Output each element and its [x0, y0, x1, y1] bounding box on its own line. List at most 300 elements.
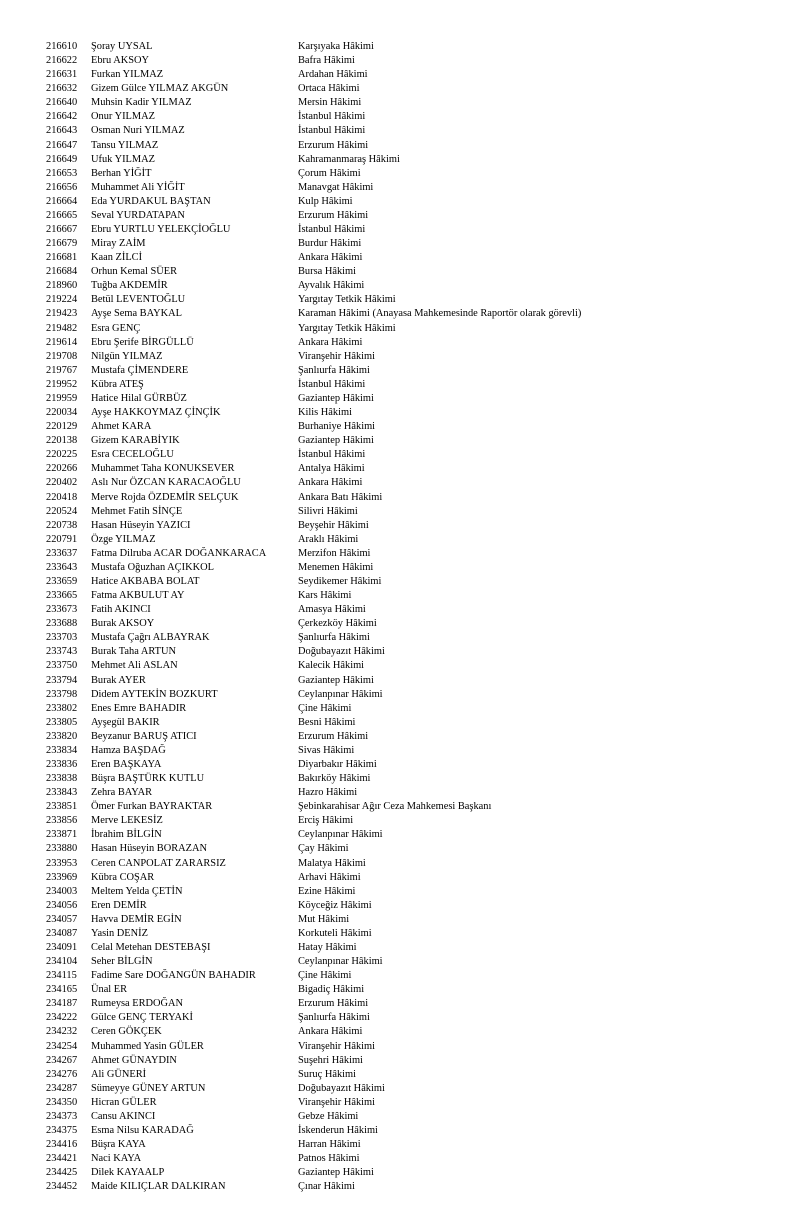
- list-row: [0, 1040, 798, 1054]
- person-name: Hasan Hüseyin BORAZAN: [91, 843, 208, 855]
- person-name: Özge YILMAZ: [91, 533, 156, 545]
- sicil-number: 216656: [46, 181, 78, 193]
- list-row: [0, 68, 798, 82]
- person-name: Hasan Hüseyin YAZICI: [91, 519, 191, 531]
- person-name: Ceren CANPOLAT ZARARSIZ: [91, 857, 226, 869]
- assigned-post: Hatay Hâkimi: [298, 942, 357, 953]
- person-name: Kübra COŞAR: [91, 871, 155, 883]
- list-row: [0, 983, 798, 997]
- person-name: Mustafa Oğuzhan AÇIKKOL: [91, 561, 214, 573]
- assigned-post: Erciş Hâkimi: [298, 815, 354, 827]
- sicil-number: 220524: [46, 505, 78, 517]
- list-row: [0, 828, 798, 842]
- list-row: [0, 561, 798, 575]
- list-row: [0, 181, 798, 195]
- sicil-number: 233851: [46, 801, 78, 813]
- list-row: [0, 1138, 798, 1152]
- assigned-post: Ezine Hâkimi: [298, 885, 356, 897]
- person-name: Kübra ATEŞ: [91, 378, 144, 390]
- assigned-post: Çine Hâkimi: [298, 702, 352, 714]
- list-row: [0, 1068, 798, 1082]
- person-name: Fatih AKINCI: [91, 604, 151, 616]
- assigned-post: Çay Hâkimi: [298, 843, 349, 855]
- list-row: [0, 885, 798, 899]
- list-row: [0, 167, 798, 181]
- sicil-number: 219767: [46, 364, 78, 376]
- sicil-number: 233834: [46, 744, 78, 756]
- person-name: Mustafa ÇİMENDERE: [91, 364, 189, 376]
- person-name: Hatice AKBABA BOLAT: [91, 575, 200, 587]
- list-row: [0, 293, 798, 307]
- person-name: Ufuk YILMAZ: [91, 153, 155, 165]
- assigned-post: Gaziantep Hâkimi: [298, 674, 374, 686]
- sicil-number: 234165: [46, 984, 78, 996]
- assigned-post: Suşehri Hâkimi: [298, 1054, 363, 1066]
- list-row: [0, 941, 798, 955]
- list-row: [0, 1166, 798, 1180]
- sicil-number: 233802: [46, 702, 78, 714]
- list-row: [0, 842, 798, 856]
- sicil-number: 220129: [46, 421, 78, 433]
- assigned-post: İstanbul Hâkimi: [298, 111, 366, 123]
- person-name: Naci KAYA: [91, 1153, 142, 1165]
- sicil-number: 219614: [46, 336, 78, 348]
- assigned-post: Ayvalık Hâkimi: [298, 280, 365, 292]
- sicil-number: 233673: [46, 604, 78, 616]
- sicil-number: 216643: [46, 125, 78, 137]
- list-row: [0, 54, 798, 68]
- person-name: Berhan YİĞİT: [91, 167, 152, 179]
- person-name: Burak Taha ARTUN: [91, 646, 177, 658]
- person-name: Tuğba AKDEMİR: [91, 280, 168, 292]
- assigned-post: Yargıtay Tetkik Hâkimi: [298, 322, 396, 334]
- list-row: [0, 223, 798, 237]
- list-row: [0, 364, 798, 378]
- list-row: [0, 1082, 798, 1096]
- sicil-number: 220034: [46, 407, 78, 419]
- sicil-number: 219708: [46, 350, 78, 362]
- assigned-post: Harran Hâkimi: [298, 1139, 361, 1151]
- assigned-post: İstanbul Hâkimi: [298, 224, 366, 236]
- assigned-post: Ceylanpınar Hâkimi: [298, 688, 383, 700]
- person-name: Gizem Gülce YILMAZ AKGÜN: [91, 83, 229, 95]
- list-row: [0, 547, 798, 561]
- sicil-number: 234057: [46, 913, 78, 925]
- list-row: [0, 519, 798, 533]
- person-name: Mehmet Fatih SİNÇE: [91, 505, 183, 517]
- list-row: [0, 1110, 798, 1124]
- list-row: [0, 110, 798, 124]
- sicil-number: 234425: [46, 1167, 78, 1179]
- list-row: [0, 814, 798, 828]
- person-name: Şoray UYSAL: [91, 41, 153, 52]
- assigned-post: Ceylanpınar Hâkimi: [298, 956, 383, 968]
- list-row: [0, 1025, 798, 1039]
- list-row: [0, 448, 798, 462]
- sicil-number: 216622: [46, 55, 78, 67]
- list-row: [0, 772, 798, 786]
- person-name: Ahmet KARA: [91, 421, 152, 433]
- person-name: Ayşe HAKKOYMAZ ÇİNÇİK: [91, 407, 221, 419]
- person-name: Ali GÜNERİ: [91, 1068, 147, 1080]
- assigned-post: Besni Hâkimi: [298, 716, 356, 728]
- person-name: Hatice Hilal GÜRBÜZ: [91, 392, 187, 404]
- assigned-post: Arhavi Hâkimi: [298, 871, 361, 883]
- sicil-number: 220225: [46, 449, 78, 461]
- assigned-post: Gaziantep Hâkimi: [298, 435, 374, 447]
- person-name: Gizem KARABİYIK: [91, 435, 180, 447]
- list-row: [0, 265, 798, 279]
- sicil-number: 233659: [46, 575, 78, 587]
- person-name: Eda YURDAKUL BAŞTAN: [91, 195, 211, 207]
- person-name: Ebru Şerife BİRGÜLLÜ: [91, 336, 194, 348]
- assigned-post: Hazro Hâkimi: [298, 787, 358, 799]
- person-name: Didem AYTEKİN BOZKURT: [91, 688, 218, 700]
- list-row: [0, 40, 798, 54]
- sicil-number: 233665: [46, 590, 78, 602]
- sicil-number: 219959: [46, 392, 78, 404]
- assigned-post: Araklı Hâkimi: [298, 533, 359, 545]
- sicil-number: 234416: [46, 1139, 78, 1151]
- assigned-post: Korkuteli Hâkimi: [298, 927, 372, 939]
- person-name: Nilgün YILMAZ: [91, 350, 163, 362]
- person-name: Havva DEMİR EGİN: [91, 913, 182, 925]
- list-row: [0, 744, 798, 758]
- list-row: [0, 139, 798, 153]
- person-name: Ebru AKSOY: [91, 55, 150, 67]
- appointment-list: [0, 40, 798, 1194]
- assigned-post: Amasya Hâkimi: [298, 604, 366, 616]
- list-row: [0, 82, 798, 96]
- assigned-post: Kulp Hâkimi: [298, 195, 353, 207]
- sicil-number: 216631: [46, 69, 78, 81]
- list-row: [0, 462, 798, 476]
- person-name: Ebru YURTLU YELEKÇİOĞLU: [91, 224, 231, 236]
- list-row: [0, 378, 798, 392]
- sicil-number: 216679: [46, 238, 78, 250]
- person-name: Cansu AKINCI: [91, 1110, 156, 1122]
- person-name: Esra CECELOĞLU: [91, 449, 174, 461]
- assigned-post: Beyşehir Hâkimi: [298, 519, 369, 531]
- assigned-post: Bigadiç Hâkimi: [298, 984, 365, 996]
- list-row: [0, 96, 798, 110]
- list-row: [0, 800, 798, 814]
- sicil-number: 234104: [46, 956, 78, 968]
- list-row: [0, 322, 798, 336]
- list-row: [0, 716, 798, 730]
- person-name: Miray ZAİM: [91, 238, 146, 250]
- sicil-number: 220138: [46, 435, 78, 447]
- person-name: Aslı Nur ÖZCAN KARACAOĞLU: [91, 477, 241, 489]
- sicil-number: 234375: [46, 1125, 78, 1137]
- sicil-number: 216664: [46, 195, 78, 207]
- assigned-post: Seydikemer Hâkimi: [298, 575, 382, 587]
- list-row: [0, 730, 798, 744]
- sicil-number: 216665: [46, 209, 78, 221]
- list-row: [0, 392, 798, 406]
- list-row: [0, 251, 798, 265]
- assigned-post: Ankara Batı Hâkimi: [298, 491, 383, 503]
- list-row: [0, 505, 798, 519]
- sicil-number: 234232: [46, 1026, 78, 1038]
- sicil-number: 233838: [46, 773, 78, 785]
- sicil-number: 219952: [46, 378, 78, 390]
- person-name: Furkan YILMAZ: [91, 69, 164, 81]
- person-name: Orhun Kemal SÜER: [91, 266, 178, 278]
- list-row: [0, 645, 798, 659]
- list-row: [0, 631, 798, 645]
- person-name: Eren BAŞKAYA: [91, 758, 162, 770]
- sicil-number: 220738: [46, 519, 78, 531]
- sicil-number: 233794: [46, 674, 78, 686]
- person-name: Büşra KAYA: [91, 1139, 146, 1151]
- sicil-number: 233856: [46, 815, 78, 827]
- sicil-number: 219423: [46, 308, 78, 320]
- list-row: [0, 420, 798, 434]
- person-name: Merve Rojda ÖZDEMİR SELÇUK: [91, 491, 239, 503]
- assigned-post: Çerkezköy Hâkimi: [298, 618, 377, 630]
- list-row: [0, 1054, 798, 1068]
- sicil-number: 233820: [46, 730, 78, 742]
- sicil-number: 233871: [46, 829, 78, 841]
- assigned-post: Kilis Hâkimi: [298, 407, 352, 419]
- person-name: Rumeysa ERDOĞAN: [91, 998, 184, 1010]
- sicil-number: 233843: [46, 787, 78, 799]
- assigned-post: Merzifon Hâkimi: [298, 547, 371, 559]
- assigned-post: Ankara Hâkimi: [298, 477, 363, 489]
- sicil-number: 233798: [46, 688, 78, 700]
- person-name: Yasin DENİZ: [91, 927, 148, 939]
- list-row: [0, 1152, 798, 1166]
- list-row: [0, 237, 798, 251]
- assigned-post: Çorum Hâkimi: [298, 167, 361, 179]
- sicil-number: 234276: [46, 1068, 78, 1080]
- list-row: [0, 786, 798, 800]
- person-name: Seher BİLGİN: [91, 956, 153, 968]
- assigned-post: Viranşehir Hâkimi: [298, 1040, 375, 1052]
- assigned-post: Ceylanpınar Hâkimi: [298, 829, 383, 841]
- person-name: Burak AKSOY: [91, 618, 155, 630]
- assigned-post: Erzurum Hâkimi: [298, 730, 369, 742]
- sicil-number: 234350: [46, 1096, 78, 1108]
- list-row: [0, 997, 798, 1011]
- person-name: İbrahim BİLGİN: [91, 829, 162, 841]
- sicil-number: 234222: [46, 1012, 78, 1024]
- list-row: [0, 603, 798, 617]
- sicil-number: 233743: [46, 646, 78, 658]
- sicil-number: 216642: [46, 111, 78, 123]
- sicil-number: 234056: [46, 899, 78, 911]
- assigned-post: Erzurum Hâkimi: [298, 139, 369, 151]
- assigned-post: Suruç Hâkimi: [298, 1068, 357, 1080]
- list-row: [0, 688, 798, 702]
- assigned-post: Bursa Hâkimi: [298, 266, 357, 278]
- person-name: Ayşegül BAKIR: [91, 716, 160, 728]
- sicil-number: 234287: [46, 1082, 78, 1094]
- sicil-number: 234187: [46, 998, 78, 1010]
- list-row: [0, 871, 798, 885]
- list-row: [0, 913, 798, 927]
- sicil-number: 233805: [46, 716, 78, 728]
- assigned-post: İstanbul Hâkimi: [298, 378, 366, 390]
- person-name: Hicran GÜLER: [91, 1096, 157, 1108]
- sicil-number: 233836: [46, 758, 78, 770]
- list-row: [0, 153, 798, 167]
- assigned-post: Gebze Hâkimi: [298, 1110, 359, 1122]
- assigned-post: Malatya Hâkimi: [298, 857, 366, 869]
- assigned-post: Karşıyaka Hâkimi: [298, 41, 374, 52]
- list-row: [0, 406, 798, 420]
- sicil-number: 216667: [46, 224, 78, 236]
- person-name: Dilek KAYAALP: [91, 1167, 165, 1179]
- person-name: Merve LEKESİZ: [91, 815, 163, 827]
- list-row: [0, 350, 798, 364]
- sicil-number: 234003: [46, 885, 78, 897]
- person-name: Burak AYER: [91, 674, 146, 686]
- assigned-post: Sivas Hâkimi: [298, 744, 355, 756]
- assigned-post: Ankara Hâkimi: [298, 252, 363, 264]
- sicil-number: 234091: [46, 942, 78, 953]
- sicil-number: 216649: [46, 153, 78, 165]
- sicil-number: 234267: [46, 1054, 78, 1066]
- assigned-post: Doğubayazıt Hâkimi: [298, 1082, 385, 1094]
- assigned-post: Çınar Hâkimi: [298, 1181, 355, 1193]
- list-row: [0, 758, 798, 772]
- assigned-post: Ankara Hâkimi: [298, 1026, 363, 1038]
- sicil-number: 216681: [46, 252, 78, 264]
- sicil-number: 233643: [46, 561, 78, 573]
- person-name: Muhammet Ali YİĞİT: [91, 181, 185, 193]
- person-name: Fatma Dilruba ACAR DOĞANKARACA: [91, 547, 267, 559]
- sicil-number: 234087: [46, 927, 78, 939]
- person-name: Fatma AKBULUT AY: [91, 590, 185, 602]
- list-row: [0, 1096, 798, 1110]
- person-name: Ömer Furkan BAYRAKTAR: [91, 801, 213, 813]
- sicil-number: 234373: [46, 1110, 78, 1122]
- list-row: [0, 899, 798, 913]
- list-row: [0, 659, 798, 673]
- person-name: Sümeyye GÜNEY ARTUN: [91, 1082, 206, 1094]
- assigned-post: Çine Hâkimi: [298, 970, 352, 982]
- assigned-post: Manavgat Hâkimi: [298, 181, 374, 193]
- sicil-number: 218960: [46, 280, 78, 292]
- assigned-post: Kahramanmaraş Hâkimi: [298, 153, 400, 165]
- assigned-post: İstanbul Hâkimi: [298, 449, 366, 461]
- assigned-post: Gaziantep Hâkimi: [298, 1167, 374, 1179]
- person-name: Celal Metehan DESTEBAŞI: [91, 942, 211, 953]
- assigned-post: Ankara Hâkimi: [298, 336, 363, 348]
- assigned-post: Bakırköy Hâkimi: [298, 773, 371, 785]
- sicil-number: 220266: [46, 463, 78, 475]
- sicil-number: 216632: [46, 83, 78, 95]
- assigned-post: Mersin Hâkimi: [298, 97, 362, 109]
- assigned-post: Patnos Hâkimi: [298, 1153, 360, 1165]
- sicil-number: 220791: [46, 533, 78, 545]
- assigned-post: Ortaca Hâkimi: [298, 83, 360, 95]
- list-row: [0, 1180, 798, 1194]
- list-row: [0, 969, 798, 983]
- sicil-number: 233750: [46, 660, 78, 672]
- person-name: Tansu YILMAZ: [91, 139, 159, 151]
- sicil-number: 233703: [46, 632, 78, 644]
- assigned-post: Viranşehir Hâkimi: [298, 1096, 375, 1108]
- assigned-post: Menemen Hâkimi: [298, 561, 374, 573]
- assigned-post: Bafra Hâkimi: [298, 55, 355, 67]
- assigned-post: Antalya Hâkimi: [298, 463, 365, 475]
- list-row: [0, 927, 798, 941]
- sicil-number: 216653: [46, 167, 78, 179]
- assigned-post: Kalecik Hâkimi: [298, 660, 365, 672]
- list-row: [0, 589, 798, 603]
- list-row: [0, 702, 798, 716]
- person-name: Enes Emre BAHADIR: [91, 702, 187, 714]
- assigned-post: Şanlıurfa Hâkimi: [298, 1012, 370, 1024]
- list-row: [0, 336, 798, 350]
- sicil-number: 220402: [46, 477, 78, 489]
- list-row: [0, 279, 798, 293]
- person-name: Mustafa Çağrı ALBAYRAK: [91, 632, 210, 644]
- person-name: Fadime Sare DOĞANGÜN BAHADIR: [91, 970, 256, 982]
- sicil-number: 234421: [46, 1153, 78, 1165]
- assigned-post: Şebinkarahisar Ağır Ceza Mahkemesi Başkanı: [298, 801, 492, 813]
- sicil-number: 233688: [46, 618, 78, 630]
- list-row: [0, 857, 798, 871]
- sicil-number: 233969: [46, 871, 78, 883]
- sicil-number: 219482: [46, 322, 78, 334]
- assigned-post: Şanlıurfa Hâkimi: [298, 632, 370, 644]
- person-name: Osman Nuri YILMAZ: [91, 125, 185, 137]
- assigned-post: Yargıtay Tetkik Hâkimi: [298, 294, 396, 306]
- list-row: [0, 575, 798, 589]
- person-name: Mehmet Ali ASLAN: [91, 660, 178, 672]
- person-name: Onur YILMAZ: [91, 111, 155, 123]
- sicil-number: 234115: [46, 970, 77, 982]
- person-name: Muhammed Yasin GÜLER: [91, 1040, 204, 1052]
- person-name: Esra GENÇ: [91, 322, 141, 334]
- list-row: [0, 1124, 798, 1138]
- person-name: Muhsin Kadir YILMAZ: [91, 97, 192, 109]
- assigned-post: Silivri Hâkimi: [298, 505, 358, 517]
- person-name: Ayşe Sema BAYKAL: [91, 308, 183, 320]
- person-name: Ahmet GÜNAYDIN: [91, 1054, 177, 1066]
- sicil-number: 233953: [46, 857, 78, 869]
- assigned-post: Erzurum Hâkimi: [298, 998, 369, 1010]
- assigned-post: İstanbul Hâkimi: [298, 125, 366, 137]
- assigned-post: Şanlıurfa Hâkimi: [298, 364, 370, 376]
- list-row: [0, 124, 798, 138]
- assigned-post: Erzurum Hâkimi: [298, 209, 369, 221]
- sicil-number: 219224: [46, 294, 78, 306]
- person-name: Beyzanur BARUŞ ATICI: [91, 730, 197, 742]
- assigned-post: Ardahan Hâkimi: [298, 69, 368, 81]
- assigned-post: Viranşehir Hâkimi: [298, 350, 375, 362]
- list-row: [0, 1011, 798, 1025]
- assigned-post: Diyarbakır Hâkimi: [298, 758, 377, 770]
- sicil-number: 220418: [46, 491, 78, 503]
- assigned-post: Karaman Hâkimi (Anayasa Mahkemesinde Raportör olarak görevli): [298, 308, 582, 320]
- sicil-number: 216647: [46, 139, 78, 151]
- list-row: [0, 491, 798, 505]
- list-row: [0, 955, 798, 969]
- sicil-number: 216640: [46, 97, 78, 109]
- person-name: Esma Nilsu KARADAĞ: [91, 1125, 194, 1137]
- person-name: Maide KILIÇLAR DALKIRAN: [91, 1181, 226, 1193]
- assigned-post: Mut Hâkimi: [298, 913, 350, 925]
- person-name: Muhammet Taha KONUKSEVER: [91, 463, 235, 475]
- person-name: Kaan ZİLCİ: [91, 252, 143, 264]
- list-row: [0, 195, 798, 209]
- sicil-number: 233637: [46, 547, 78, 559]
